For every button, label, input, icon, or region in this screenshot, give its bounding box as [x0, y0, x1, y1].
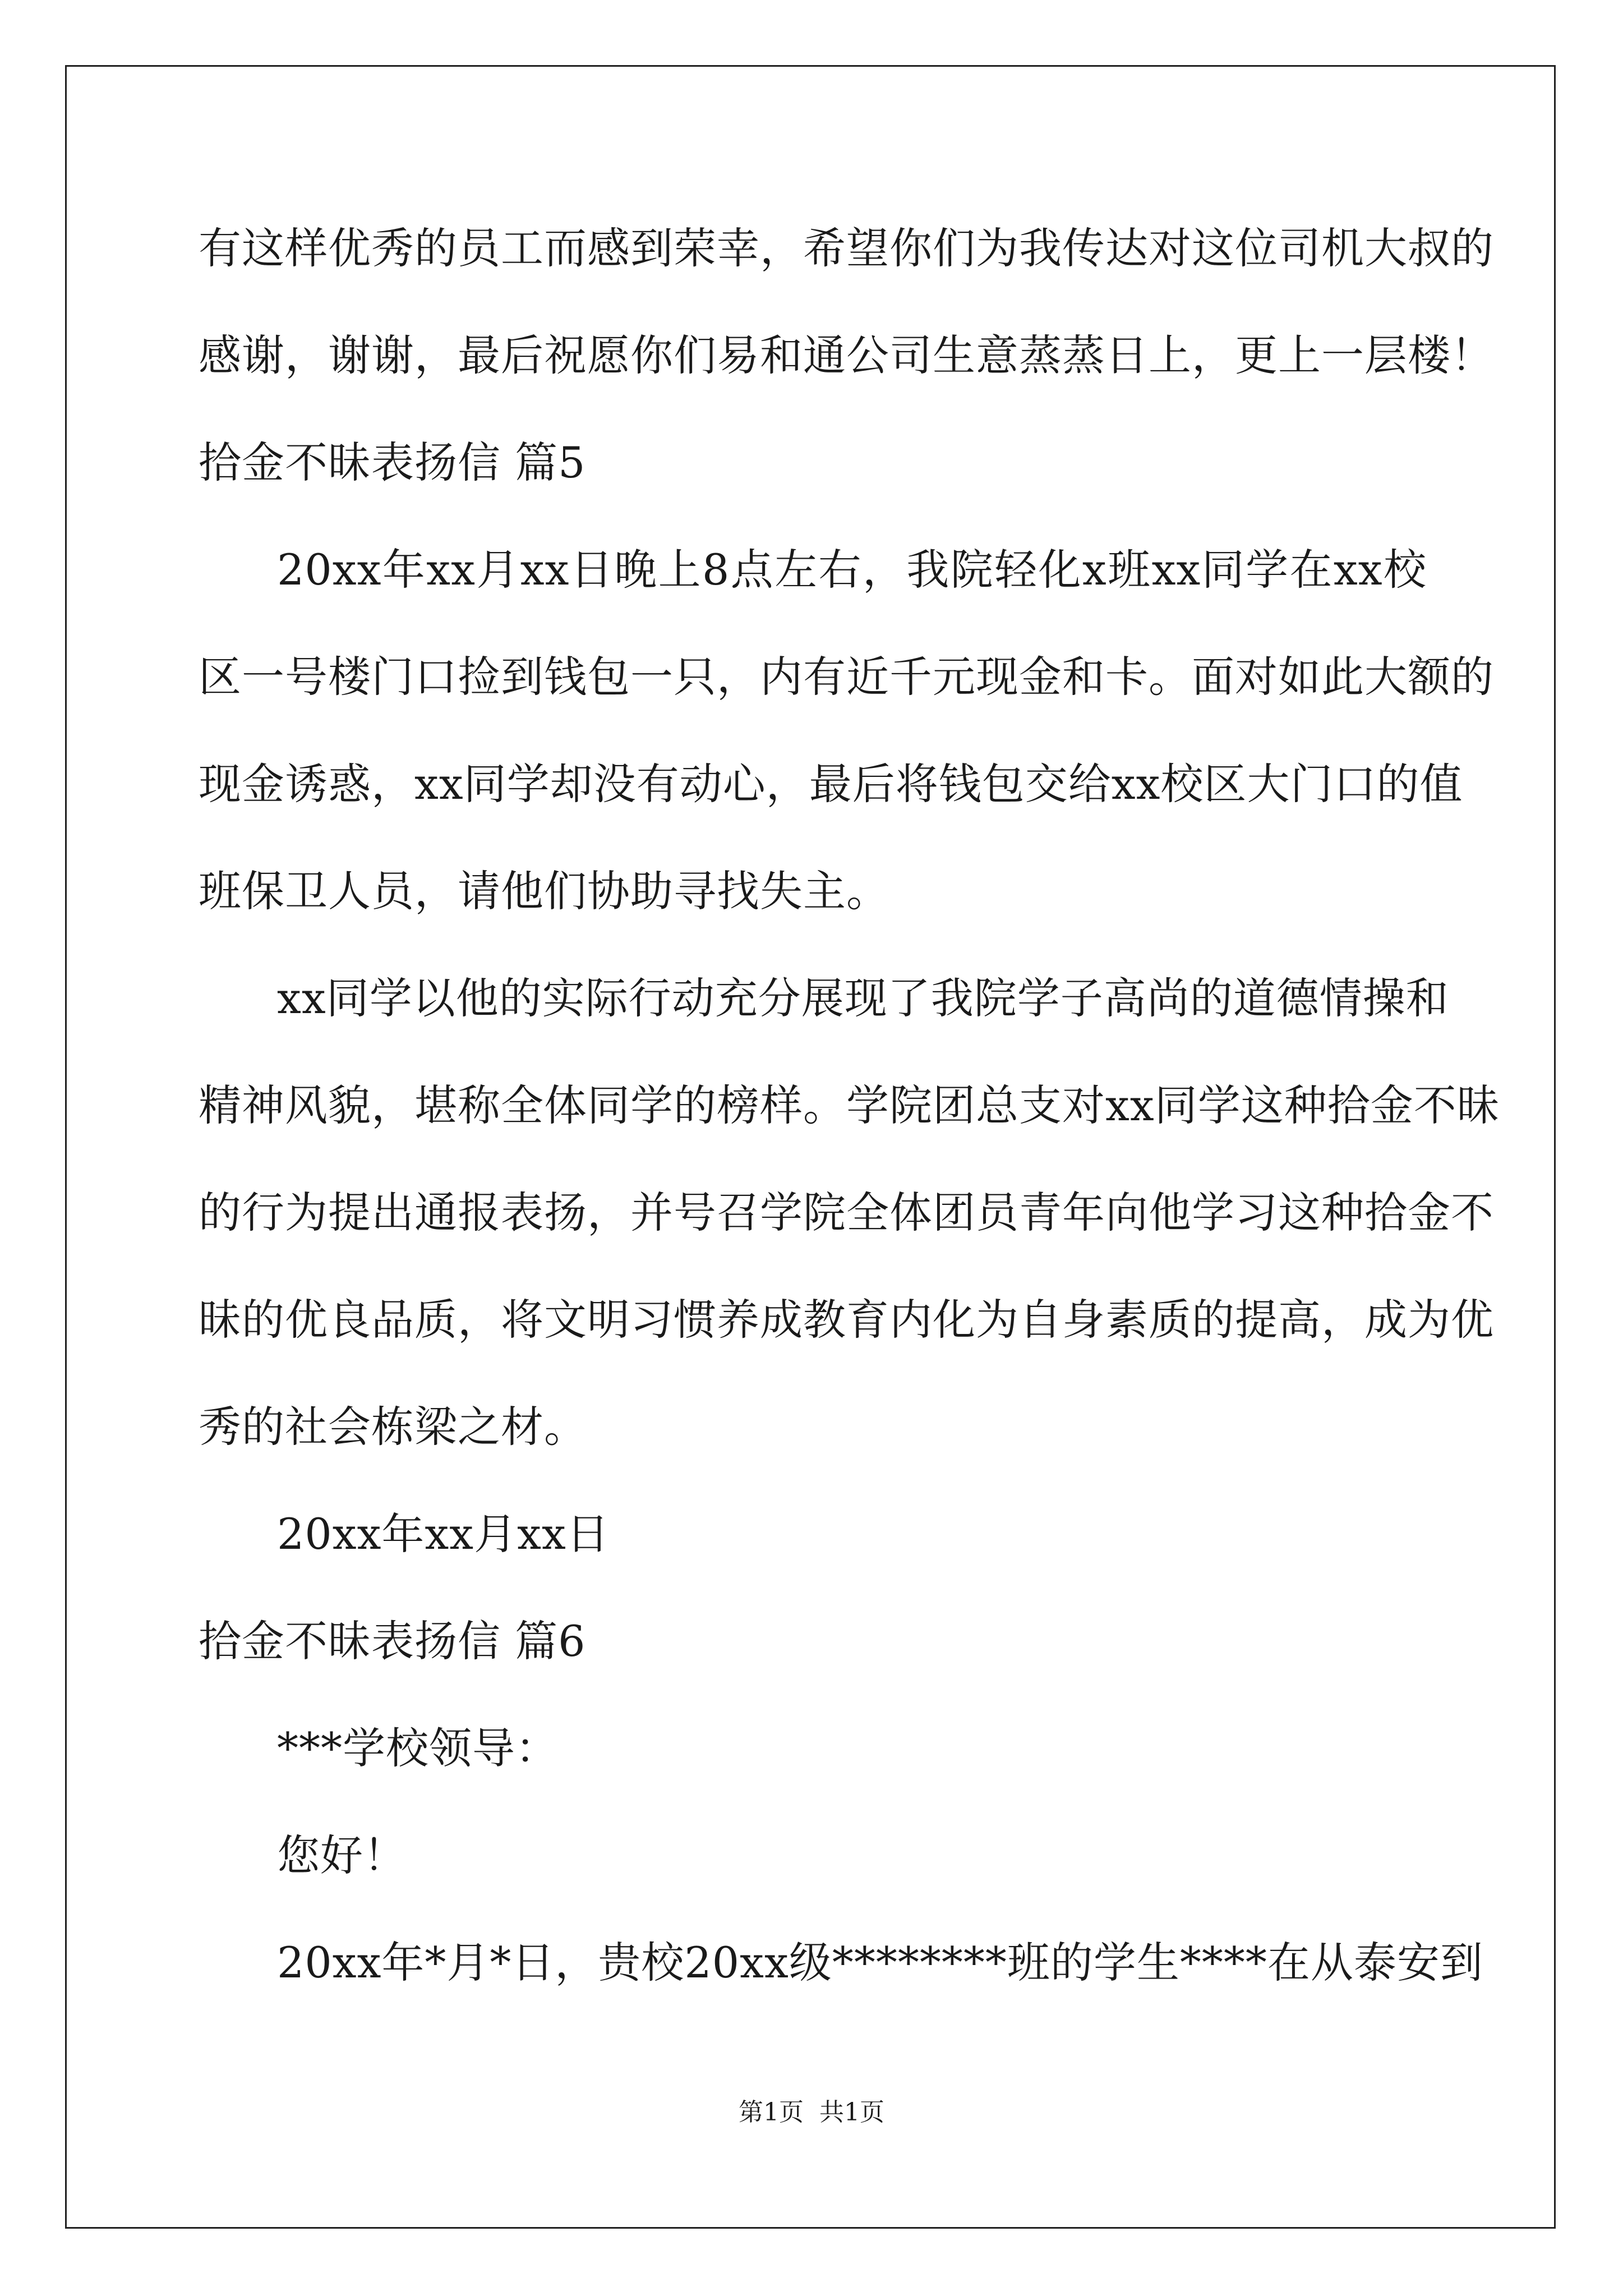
date-line: 20xx年xx月xx日 [277, 1509, 610, 1559]
paragraph-line: 20xx年xx月xx日晚上8点左右，我院轻化x班xx同学在xx校 [277, 545, 1427, 595]
paragraph-line: 感谢，谢谢，最后祝愿你们易和通公司生意蒸蒸日上，更上一层楼！ [199, 330, 1494, 380]
paragraph-line: 精神风貌，堪称全体同学的榜样。学院团总支对xx同学这种拾金不昧 [199, 1080, 1500, 1130]
greeting: 您好！ [277, 1830, 407, 1880]
paragraph-line: xx同学以他的实际行动充分展现了我院学子高尚的道德情操和 [277, 973, 1449, 1023]
paragraph-line: 20xx年*月*日，贵校20xx级********班的学生****在从泰安到 [277, 1938, 1483, 1987]
page-border [65, 65, 1556, 2229]
section-heading: 拾金不昧表扬信 篇6 [199, 1616, 586, 1666]
section-heading: 拾金不昧表扬信 篇5 [199, 438, 586, 487]
paragraph-line: 昧的优良品质，将文明习惯养成教育内化为自身素质的提高，成为优 [199, 1295, 1494, 1345]
page-footer: 第1页 共1页 [739, 2098, 884, 2127]
paragraph-line: 区一号楼门口捡到钱包一只，内有近千元现金和卡。面对如此大额的 [199, 652, 1494, 702]
paragraph-line: 秀的社会栋梁之材。 [199, 1402, 587, 1452]
paragraph-line: 的行为提出通报表扬，并号召学院全体团员青年向他学习这种拾金不 [199, 1188, 1494, 1237]
paragraph-line: 有这样优秀的员工而感到荣幸，希望你们为我传达对这位司机大叔的 [199, 223, 1494, 273]
paragraph-line: 班保卫人员，请他们协助寻找失主。 [199, 866, 889, 916]
salutation: ***学校领导： [277, 1723, 559, 1773]
paragraph-line: 现金诱惑，xx同学却没有动心，最后将钱包交给xx校区大门口的值 [199, 759, 1463, 809]
